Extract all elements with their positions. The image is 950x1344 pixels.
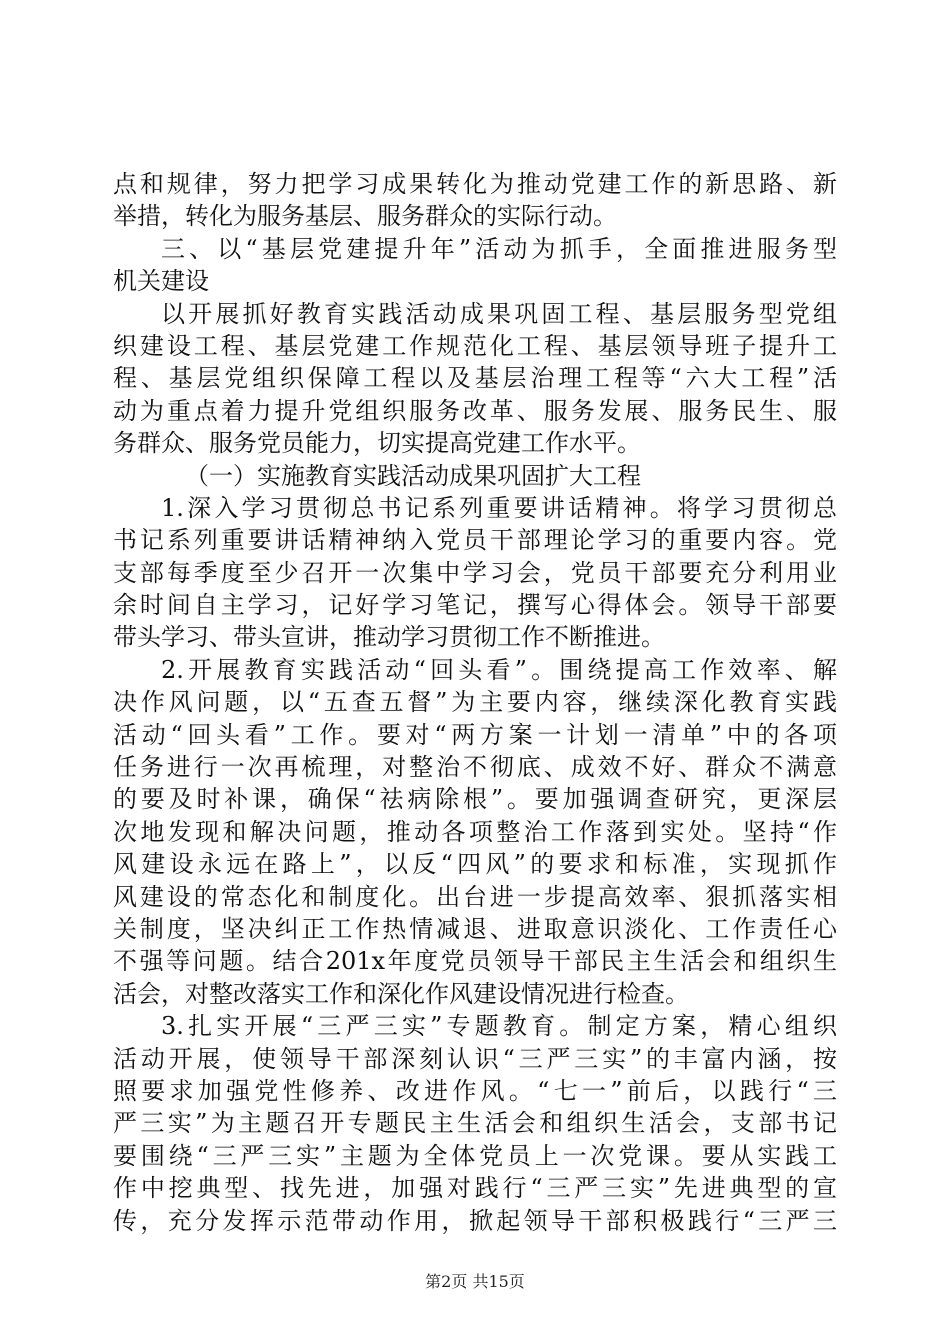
text-line: 的要及时补课，确保“祛病除根”。要加强调查研究，更深层 bbox=[113, 785, 837, 814]
text-line: 书记系列重要讲话精神纳入党员干部理论学习的重要内容。党 bbox=[113, 526, 837, 555]
text-line: 严三实”为主题召开专题民主生活会和组织生活会，支部书记 bbox=[113, 1109, 837, 1138]
text-line: 举措，转化为服务基层、服务群众的实际行动。 bbox=[113, 202, 617, 231]
text-line: 风建设永远在路上”，以反“四风”的要求和标准，实现抓作 bbox=[113, 850, 837, 879]
text-line: 作中挖典型、找先进，加强对践行“三严三实”先进典型的宣 bbox=[113, 1174, 837, 1203]
text-line: 活会，对整改落实工作和深化作风建设情况进行检查。 bbox=[113, 979, 689, 1008]
text-line: 支部每季度至少召开一次集中学习会，党员干部要充分利用业 bbox=[113, 558, 837, 587]
section-heading: 三、以“基层党建提升年”活动为抓手，全面推进服务型 bbox=[161, 234, 837, 263]
text-line: 关制度，坚决纠正工作热情减退、进取意识淡化、工作责任心 bbox=[113, 914, 837, 943]
text-line: 传，充分发挥示范带动作用，掀起领导干部积极践行“三严三 bbox=[113, 1206, 837, 1235]
text-line: 以开展抓好教育实践活动成果巩固工程、基层服务型党组 bbox=[161, 299, 837, 328]
text-line: 织建设工程、基层党建工作规范化工程、基层领导班子提升工 bbox=[113, 331, 837, 360]
text-line: 风建设的常态化和制度化。出台进一步提高效率、狠抓落实相 bbox=[113, 882, 837, 911]
text-line: 3.扎实开展“三严三实”专题教育。制定方案，精心组织 bbox=[161, 1012, 837, 1041]
text-line: 活动开展，使领导干部深刻认识“三严三实”的丰富内涵，按 bbox=[113, 1044, 837, 1073]
text-line: 程、基层党组织保障工程以及基层治理工程等“六大工程”活 bbox=[113, 364, 837, 393]
text-line: 务群众、服务党员能力，切实提高党建工作水平。 bbox=[113, 429, 641, 458]
text-line: 不强等问题。结合201x年度党员领导干部民主生活会和组织生 bbox=[113, 947, 837, 976]
text-line: 次地发现和解决问题，推动各项整治工作落到实处。坚持“作 bbox=[113, 817, 837, 846]
text-line: 任务进行一次再梳理，对整治不彻底、成效不好、群众不满意 bbox=[113, 753, 837, 782]
text-line: 点和规律，努力把学习成果转化为推动党建工作的新思路、新 bbox=[113, 170, 837, 198]
text-line: 决作风问题，以“五查五督”为主要内容，继续深化教育实践 bbox=[113, 688, 837, 717]
text-line: 活动“回头看”工作。要对“两方案一计划一清单”中的各项 bbox=[113, 720, 837, 749]
subsection-heading: （一）实施教育实践活动成果巩固扩大工程 bbox=[185, 461, 641, 490]
text-line: 余时间自主学习，记好学习笔记，撰写心得体会。领导干部要 bbox=[113, 591, 837, 620]
document-body bbox=[113, 168, 837, 1237]
text-line: 照要求加强党性修养、改进作风。“七一”前后，以践行“三 bbox=[113, 1076, 837, 1105]
text-line: 带头学习、带头宣讲，推动学习贯彻工作不断推进。 bbox=[113, 623, 665, 652]
text-line: 1.深入学习贯彻总书记系列重要讲话精神。将学习贯彻总 bbox=[161, 493, 837, 522]
text-line: 要围绕“三严三实”主题为全体党员上一次党课。要从实践工 bbox=[113, 1141, 837, 1170]
text-line: 动为重点着力提升党组织服务改革、服务发展、服务民生、服 bbox=[113, 396, 837, 425]
text-line: 2.开展教育实践活动“回头看”。围绕提高工作效率、解 bbox=[161, 655, 837, 684]
section-heading: 机关建设 bbox=[113, 267, 209, 296]
page-number-footer: 第2页 共15页 bbox=[425, 1272, 525, 1291]
